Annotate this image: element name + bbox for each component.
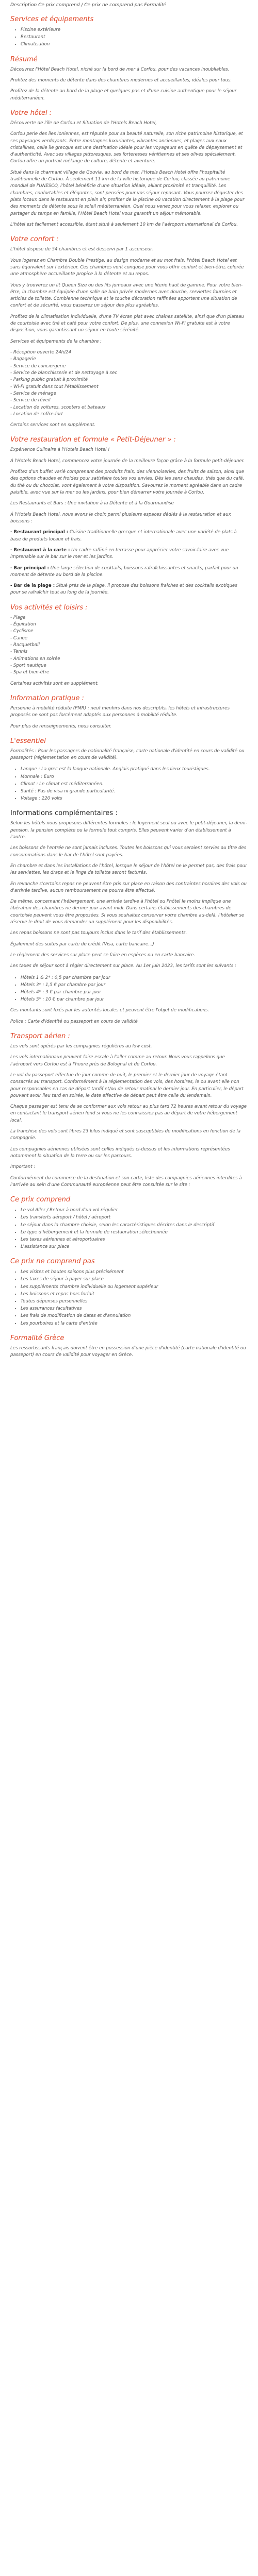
transport-paragraph: Conformément du commerce de la destination et son carte, liste des compagnies aériennes interdites à l'arrivée au sein d'une Communauté européenne peut être consultée sur le site : [10,1175,242,1188]
services-list [10,26,248,48]
essentiel-label: Santé : [21,788,37,794]
confort-service-item: - Service de blanchisserie et de nettoyage à sec [10,370,118,376]
confort-service-item: - Bagagerie [10,357,36,362]
venue-entry [10,547,248,561]
restauration-paragraph: Profitez d'un buffet varié comprenant des produits frais, des viennoiseries, des fruits de saison, ainsi que des options chaudes et froides pour satisfaire toutes vos envies. Dès les sens chaudes, thés que du café, du thé ou du chocolat, vont également à votre disposition. Savourez le moment agréable dans un cadre paisible, avec vue sur la mer ou les jardins, pour bien démarrer votre journée à Corfou. [10,469,245,496]
confort-paragraph: Profitez de la climatisation individuelle, d'une TV écran plat avec chaînes satellite, ainsi que d'un plateau de courtoisie avec thé et café pour votre confort. De plus, une connexion Wi-Fi gratuite est à votre disposition, vous garantissant un séjour en toute sérénité. [10,314,244,333]
formalite-paragraph: Les ressortissants français doivent être en possession d'une pièce d'identité (carte nationale d'identité ou passeport) en cours de validité pour voyager en Grèce. [10,1345,246,1358]
activite-item: - Animations en soirée [10,656,60,662]
venue-text: Situé près de la plage, il propose des boissons fraîches et des cocktails exotiques pour se rafraîchir tout au long de la journée. [10,583,237,596]
tax-item: • Hôtels 5* : 10 € par chambre par jour [21,996,248,1003]
transport-paragraph: Chaque passager est tenu de se conformer aux vols retour au plus tard 72 heures avant retour du voyage en contactant le transport aérien fond si vous ne les connaissiez pas au départ de votre hébergement local. [10,1104,247,1123]
activite-item: - Racquetball [10,642,40,648]
prix-ne-comprend-item: • Les taxes de séjour à payer sur place [21,1276,248,1283]
confort-paragraph: L'hôtel dispose de 54 chambres et est desservi par 1 ascenseur. [10,247,153,252]
services-item: • Climatisation [21,41,248,48]
essentiel-item [21,788,248,795]
confort-service-item: - Service de ménage [10,391,56,396]
venue-entry [10,583,248,597]
essentiel-item [21,795,248,802]
infos-paragraph: De même, concernant l'hébergement, une arrivée tardive à l'hôtel ou l'hôtel le moins implique une libération des chambres ne dernier jour avant midi. Dans certains établissements des chambres de courtoisie peuvent vous être proposées. Si vous souhaitez conserver votre chambre au-delà, l'hôtelier se réserve le droit de vous demander un supplément pour les disponibilités. [10,899,245,925]
confort-paragraph: Services et équipements de la chambre : [10,338,102,344]
activites-title: Vos activités et loisirs : [10,603,88,612]
activites-footer: Certaines activités sont en supplément. [10,681,99,686]
essentiel-label: Voltage : [21,796,41,802]
transport-paragraph: Important : [10,1164,36,1170]
activite-item: - Plage [10,615,26,620]
infos-paragraph: Les taxes de séjour sont à régler directement sur place. Au 1er juin 2023, les tarifs sont les suivants : [10,963,236,969]
venue-name: - Bar principal : [10,565,49,571]
prix-comprend-item: • Les transferts aéroport / hôtel / aéroport [21,1214,248,1221]
essentiel-value: 220 volts [41,796,62,802]
activites-list [10,615,248,676]
resume-title: Résumé [10,55,38,63]
essentiel-item [21,766,248,773]
prix-comprend-title: Ce prix comprend [10,1196,71,1204]
essentiel-list [10,766,248,802]
infos-complementaires-title: Informations complémentaires : [10,809,118,818]
transport-paragraph: Les vols sont opérés par les compagnies régulières au low cost. [10,1043,152,1049]
essentiel-label: Climat : [21,781,38,787]
police-line: Police : Carte d'identité ou passeport en cours de validité [10,1019,138,1024]
restauration-intro: Expérience Culinaire à l'Hotels Beach Hotel ! [10,447,110,453]
infos-paragraph: En chambre et dans les installations de l'hôtel, lorsque le séjour de l'hôtel ne le permet pas, des frais pour les serviettes, les draps et le linge de toilette seront facturés. [10,863,247,876]
tax-item: • Hôtels 4* : 3 € par chambre par jour [21,989,248,996]
tax-item: • Hôtels 1 & 2* : 0,5 par chambre par jour [21,974,248,981]
essentiel-title: L'essentiel [10,737,46,745]
taxes-footer: Ces montants sont fixés par les autorités locales et peuvent être l'objet de modifications. [10,1008,209,1013]
activite-item: - Canoë [10,635,28,641]
tax-item: • Hôtels 3* : 1,5 € par chambre par jour [21,981,248,989]
prix-ne-comprend-item: • Les frais de modification de dates et d'annulation [21,1312,248,1319]
prix-comprend-item: • Le séjour dans la chambre choisie, selon les caractéristiques décrites dans le descriptif [21,1222,248,1229]
venue-entry [10,529,248,543]
prix-comprend-list [10,1207,248,1250]
venue-text: Un cadre raffiné en terrasse pour apprécier votre savoir-faire avec vue imprenable sur le bar sur le mer et les jardins. [10,547,229,560]
confort-paragraph: Vous y trouverez un lit Queen Size ou des lits jumeaux avec une literie haut de gamme. Pour votre bien-être, la chambre est équipée d'une salle de bain privée modernes avec douche, serviettes fournies et articles de toilette. Combienne technique et le touche décoration raffinées apportent une situation de confort et de sécurité, vous passerez un séjour des plus agréables. [10,282,243,309]
description-tabs: Description Ce prix comprend / Ce prix ne comprend pas Formalité [10,3,167,8]
hotel-paragraph: L'hôtel est facilement accessible, étant situé à seulement 10 km de l'aéroport international de Corfou. [10,222,238,227]
infos-paragraph: Le règlement des services sur place peut se faire en espèces ou en carte bancaire. [10,953,196,958]
confort-service-item: - Service de réveil [10,398,51,403]
prix-comprend-item: • Le vol Aller / Retour à bord d'un vol régulier [21,1207,248,1214]
activite-item: - Équitation [10,622,36,628]
resume-paragraph: Profitez des moments de détente dans des chambres modernes et accueillantes, idéales pour tous. [10,77,232,83]
prix-ne-comprend-item: • Les boissons et repas hors forfait [21,1291,248,1298]
confort-service-item: - Location de coffre-fort [10,411,63,417]
confort-service-item: - Service de conciergerie [10,363,66,369]
essentiel-item [21,781,248,788]
venue-name: - Restaurant principal : [10,530,69,535]
restauration-paragraph: À l'Hotels Beach Hotel, nous avons le choix parmi plusieurs espaces dédiés à la restauration et aux boissons : [10,512,231,524]
confort-service-item: - Location de voitures, scooters et bateaux [10,404,106,410]
infos-paragraph: Selon les hôtels nous proposons différentes formules : le logement seul ou avec le petit-déjeuner, la demi-pension, la pension complète ou la formule tout compris. Elles peuvent varier d'un établissement à l'autre. [10,821,247,840]
infos-paragraph: Également des suites par carte de crédit (Visa, carte bancaire...) [10,941,154,947]
taxes-list [10,974,248,1004]
info-paragraph: Pour plus de renseignements, nous consulter. [10,723,112,729]
transport-aerien-title: Transport aérien : [10,1032,70,1040]
activite-item: - Cyclisme [10,629,34,634]
restauration-paragraph: À l'Hotels Beach Hotel, commencez votre journée de la meilleure façon grâce à la formule petit-déjeuner. [10,458,245,464]
resume-paragraph: Découvrez l'Hôtel Beach Hotel, niché sur la bord de mer à Corfou, pour des vacances inoubliables. [10,66,230,72]
confort-service-item: - Wi-Fi gratuit dans tout l'établissement [10,384,99,389]
hotel-paragraph: Corfou perle des îles Ioniennes, est réputée pour sa beauté naturelle, son riche patrimoine historique, et ses paysages verdoyants. Entre montagnes luxuriantes, vibrantes anciennes, et plages aux eaux cristallines, celle île grecque est une destination idéale pour les voyageurs en quête de dépaysement et d'authenticité. Avec ses villages pittoresques, ses forteresses vénitiennes et ses olives spécialement, Corfou offre un portrait mélange de culture, détente et aventure. [10,131,243,164]
essentiel-value: La grec est la langue nationale. Anglais pratiqué dans les lieux touristiques. [41,767,210,772]
venue-text: Cuisine traditionnelle grecque et internationale avec une variété de plats à base de produits locaux et frais. [10,530,237,542]
prix-ne-comprend-pas-title: Ce prix ne comprend pas [10,1258,95,1266]
activite-item: - Spa et bien-être [10,670,50,675]
activite-item: - Sport nautique [10,663,46,668]
essentiel-value: Le climat est méditerranéen. [39,781,104,787]
votre-hotel-title: Votre hôtel : [10,109,52,117]
info-paragraph: Personne à mobilité réduite (PMR) : neuf menhirs dans nos descriptifs, les hôtels et infrastructures proposés ne sont pas forcément adaptés aux personnes à mobilité réduite. [10,705,230,718]
essentiel-item [21,773,248,781]
transport-paragraph: La franchise des vols sont libres 23 kilos indiqué et sont susceptibles de modifications en fonction de la compagnie. [10,1129,241,1141]
confort-paragraph: Vous logerez en Chambre Double Prestige, au design moderne et au mot frais, l'hôtel Beach Hotel est sans équivalent sur l'extérieur. Ces chambres vont conquise pour vous offrir confort et bien-être, colorée une atmosphère accueillante propice à la détente et au repos. [10,258,244,277]
venue-entry [10,565,248,579]
transport-paragraph: Les compagnies aériennes utilisées sont celles indiqués ci-dessus et les informations représentées notamment la situation de la terre ou sur les parcours. [10,1146,230,1159]
essentiel-value: Pas de visa ni grande particularité. [38,788,116,794]
transport-paragraph: Le vol du passeport effectue de jour comme de nuit, le premier et le dernier jour de voyage étant consacrés au transport. Conformément à la réglementation des vols, des horaires, le ou avant elle non pour responsables en cas de départ tardif et/ou de retour matinal le dernier jour. En particulier, le départ pouvant avoir lieu tard en soirée, le date effective de départ peut être celle du lendemain. [10,1072,244,1098]
prix-ne-comprend-item: • Les visites et hautes saisons plus précisément [21,1268,248,1276]
venue-text: Une large sélection de cocktails, boissons rafraîchissantes et snacks, parfait pour un moment de détente au bord de la piscine. [10,565,238,578]
prix-ne-comprend-item: • Toutes dépenses personnelles [21,1298,248,1305]
infos-paragraph: Les boissons de l'entrée ne sont jamais incluses. Toutes les boissons qui vous seraient servies au titre des consommations dans le bar de l'hôtel sont payées. [10,845,247,858]
activite-item: - Tennis [10,649,28,655]
prix-ne-comprend-pas-list [10,1268,248,1327]
restauration-title: Votre restauration et formule « Petit-Déjeuner » : [10,436,176,444]
confort-footer: Certains services sont en supplément. [10,422,95,428]
resume-paragraph: Profitez de la détente au bord de la plage et quelques pas et d'une cuisine authentique pour le séjour méditerranéen. [10,89,237,101]
confort-service-item: - Parking public gratuit à proximité [10,377,88,383]
formalite-grece-title: Formalité Grèce [10,1334,64,1342]
restauration-paragraph: Les Restaurants et Bars : Une invitation à la Détente et à la Gourmandise [10,501,174,506]
prix-comprend-item: • Le type d'hébergement et la formule de restauration sélectionnée [21,1229,248,1236]
services-item: • Restaurant [21,33,248,41]
essentiel-label: Monnaie : [21,774,43,779]
prix-comprend-item: • L'assistance sur place [21,1243,248,1250]
prix-ne-comprend-item: • Les pourboires et la carte d'entrée [21,1320,248,1327]
prix-ne-comprend-item: • Les suppléments chambre individuelle ou logement supérieur [21,1283,248,1291]
information-pratique-title: Information pratique : [10,694,84,702]
services-item: • Piscine extérieure [21,26,248,33]
prix-comprend-item: • Les taxes aériennes et aéroportuaires [21,1236,248,1243]
essentiel-paragraph: Formalités : Pour les passagers de nationalité française, carte nationale d'identité en cours de validité ou passeport (réglementation en cours de validité). [10,748,245,761]
transport-paragraph: Les vols internationaux peuvent faire escale à l'aller comme au retour. Nous vous rappelons que l'aéroport vers Corfou est à l'heure près de Bolognal et de Corfou. [10,1055,225,1067]
services-title: Services et équipements [10,15,94,24]
infos-paragraph: En revanche s'certains repas ne peuvent être pris sur place en raison des contraintes horaires des vols ou d'arrivée tardive, aucun remboursement ne pourra être effectué. [10,881,247,893]
hotel-paragraph: Découverte de l'île de Corfou et Situation de l'Hotels Beach Hotel, [10,120,157,126]
essentiel-value: Euro [43,774,54,779]
prix-ne-comprend-item: • Les assurances facultatives [21,1305,248,1312]
confort-service-item: - Réception ouverte 24h/24 [10,350,71,355]
venue-name: - Restaurant à la carte : [10,547,70,553]
essentiel-label: Langue : [21,767,40,772]
confort-services-list [10,349,248,418]
votre-confort-title: Votre confort : [10,235,59,244]
venue-name: - Bar de la plage : [10,583,55,589]
infos-paragraph: Les repas boissons ne sont pas toujours inclus dans le tarif des établissements. [10,930,187,936]
hotel-paragraph: Situé dans le charmant village de Gouvia, au bord de mer, l'Hotels Beach Hotel offre l'hospitalité traditionnelle de Corfou. À seulement 11 km de la ville historique de Corfou, classée au patrimoine mondial de l'UNESCO, l'hôtel bénéficie d'une situation idéale, alliant proximité et tranquillité. Les chambres, confortables et élégantes, sont pensées pour vos séjour reposant. Vous pourrez déguster des plats locaux dans le restaurant en plein air, profiter de la piscine où vacation directement à la plage pour des moments de détente sous le soleil méditerranéen. Quel nous venez pour vous relaxer, explorer ou partager du temps en famille, l'Hôtel Beach Hotel vous garantit un séjour mémorable. [10,170,245,216]
